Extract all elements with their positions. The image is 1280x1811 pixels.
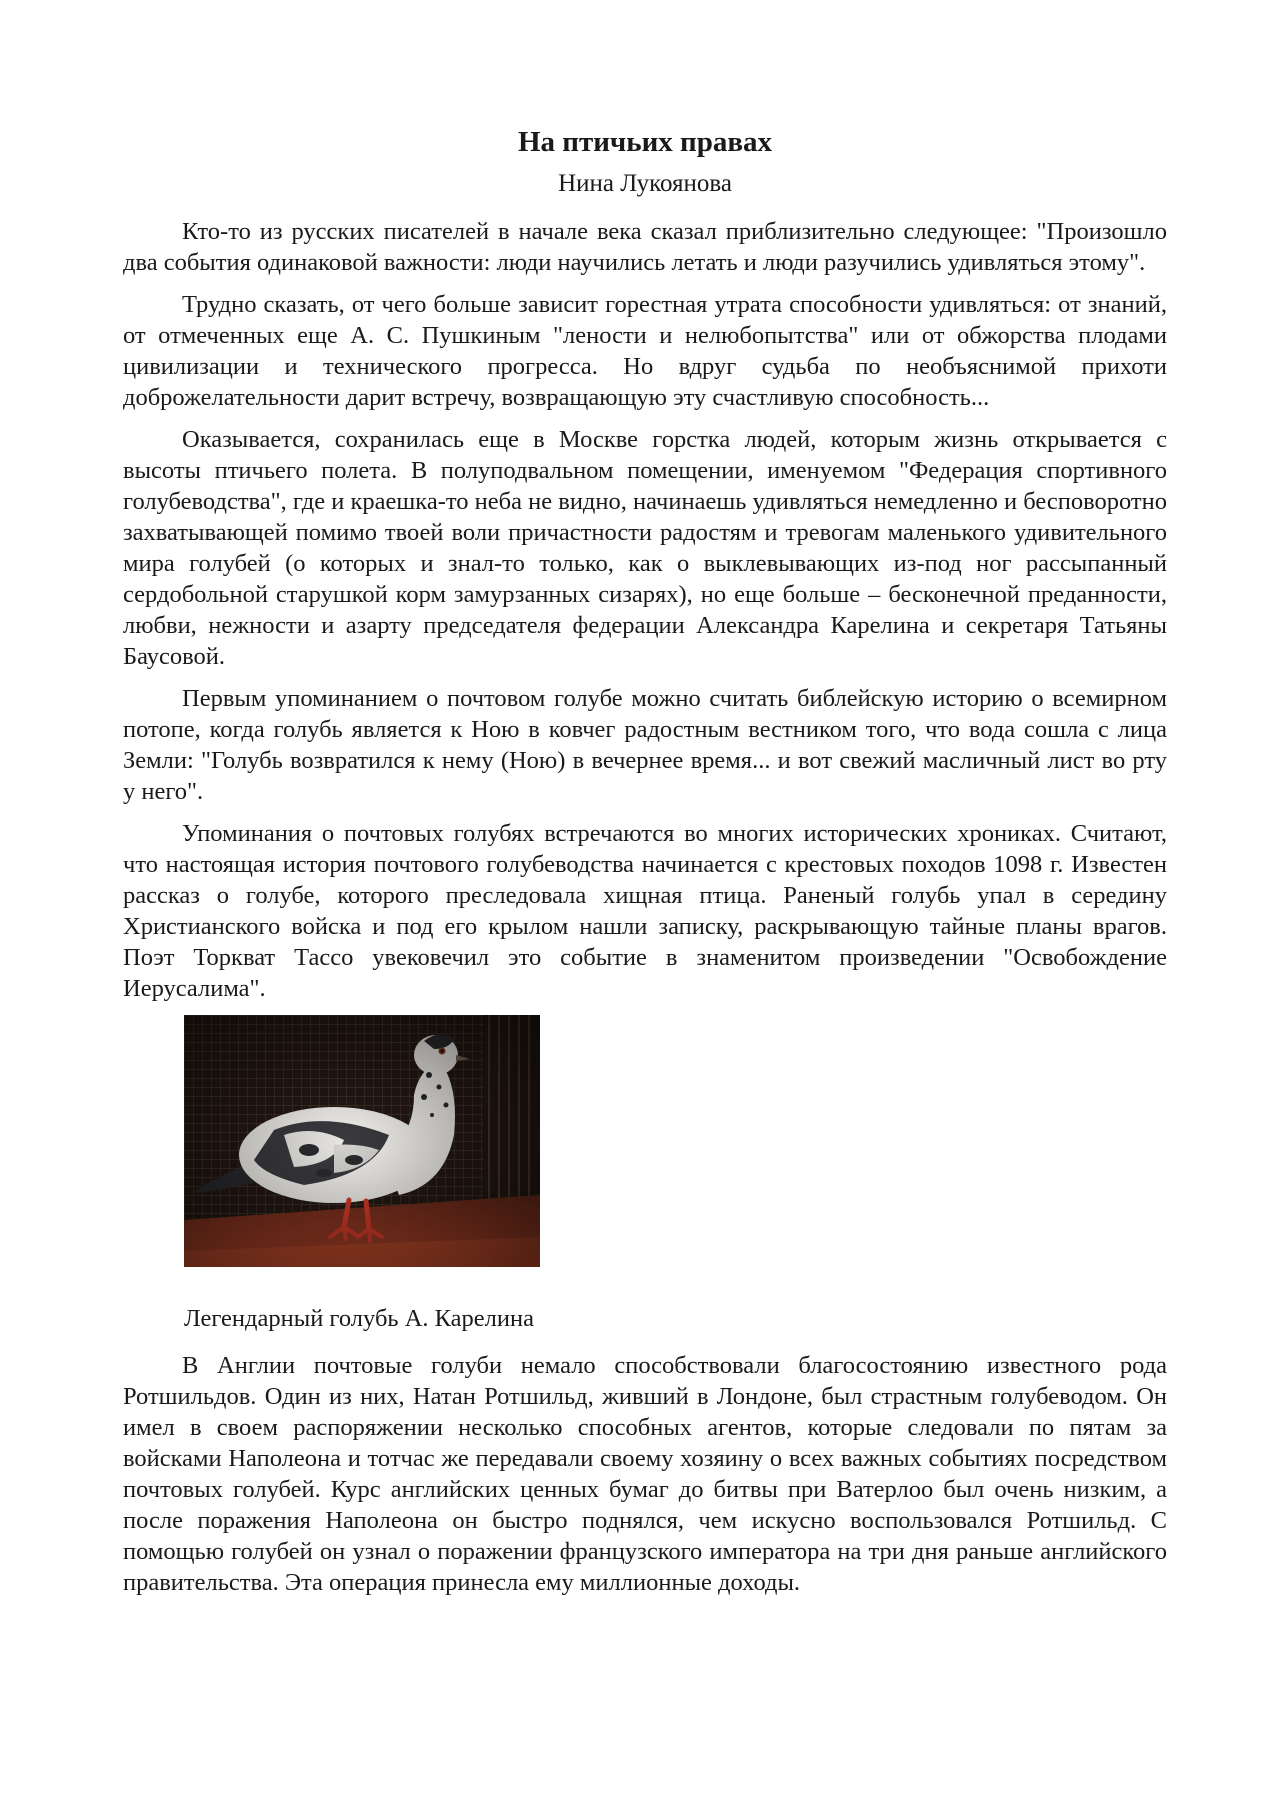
article-author: Нина Лукоянова <box>558 170 732 197</box>
paragraph: Упоминания о почтовых голубях встречаются во многих исторических хрониках. Считают, что настоящая история почтового голубеводства начинается с крестовых походов 1098 г. Известен рассказ о голубе, которого преследовала хищная птица. Раненый голубь упал в середину Христианского войска и под его крылом нашли записку, раскрывающую тайные планы врагов. Поэт Торкват Тассо увековечил это событие в знаменитом произведении "Освобождение Иерусалима". <box>123 820 1167 1002</box>
paragraph: Кто-то из русских писателей в начале века сказал приблизительно следующее: "Произошло два события одинаковой важности: люди научились летать и люди разучились удивляться этому". <box>123 218 1167 276</box>
pigeon-photo <box>184 1015 540 1267</box>
figure-caption: Легендарный голубь А. Карелина <box>184 1305 534 1332</box>
paragraph: В Англии почтовые голуби немало способствовали благосостоянию известного рода Ротшильдов. Один из них, Натан Ротшильд, живший в Лондоне, был страстным голубеводом. Он имел в своем распоряжении несколько способных агентов, которые следовали по пятам за войсками Наполеона и тотчас же передавали своему хозяину о всех важных событиях посредством почтовых голубей. Курс английских ценных бумаг до битвы при Ватерлоо был очень низким, а после поражения Наполеона он быстро поднялся, чем искусно воспользовался Ротшильд. С помощью голубей он узнал о поражении французского императора на три дня раньше английского правительства. Эта операция принесла ему миллионные доходы. <box>123 1352 1167 1596</box>
paragraph: Оказывается, сохранилась еще в Москве горстка людей, которым жизнь открывается с высоты птичьего полета. В полуподвальном помещении, именуемом "Федерация спортивного голубеводства", где и краешка-то неба не видно, начинаешь удивляться немедленно и бесповоротно захватывающей помимо твоей воли причастности радостям и тревогам маленького удивительного мира голубей (о которых и знал-то только, как о выклевывающих из-под ног рассыпанный сердобольной старушкой корм замурзанных сизарях), но еще больше – бесконечной преданности, любви, нежности и азарту председателя федерации Александра Карелина и секретаря Татьяны Баусовой. <box>123 426 1167 670</box>
paragraph: Первым упоминанием о почтовом голубе можно считать библейскую историю о всемирном потопе, когда голубь является к Ною в ковчег радостным вестником того, что вода сошла с лица Земли: "Голубь возвратился к нему (Ною) в вечернее время... и вот свежий масличный лист во рту у него". <box>123 685 1167 805</box>
article-title: На птичьих правах <box>517 126 773 158</box>
paragraph: Трудно сказать, от чего больше зависит горестная утрата способности удивляться: от знаний, от отмеченных еще А. С. Пушкиным "лености и нелюбопытства" или от обжорства плодами цивилизации и технического прогресса. Но вдруг судьба по необъяснимой прихоти доброжелательности дарит встречу, возвращающую эту счастливую способность... <box>123 291 1167 411</box>
